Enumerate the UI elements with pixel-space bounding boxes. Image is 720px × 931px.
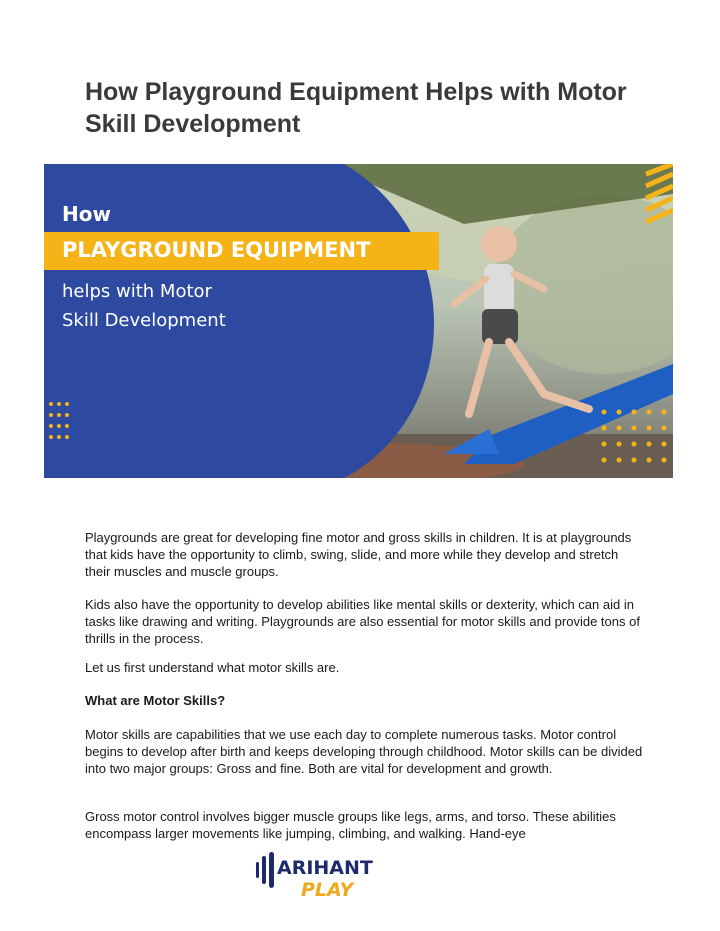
arihant-play-logo xyxy=(255,848,385,910)
paragraph-lead-in: Let us first understand what motor skills are. xyxy=(85,660,340,675)
hero-subline-2: Skill Development xyxy=(62,310,226,331)
logo-wordmark: ARIHANT xyxy=(277,857,373,879)
hero-subline-1: helps with Motor xyxy=(62,281,212,302)
paragraph-gross-motor: Gross motor control involves bigger muscle groups like legs, arms, and torso. These abilities encompass larger movements like jumping, climbing, and walking. Hand-eye xyxy=(85,809,616,841)
section-heading-text: What are Motor Skills? xyxy=(85,693,226,708)
hero-heading-how: How xyxy=(62,202,111,226)
paragraph-motor-skills: Motor skills are capabilities that we use each day to complete numerous tasks. Motor control begins to develop after birth and keeps developing through childhood. Motor skills can be divided into two major groups: Gross and fine. Both are vital for development and growth. xyxy=(85,727,643,776)
hero-banner-text: PLAYGROUND EQUIPMENT xyxy=(62,238,371,262)
arihant-logo-mark-icon xyxy=(255,852,277,888)
paragraph-abilities: Kids also have the opportunity to develop abilities like mental skills or dexterity, which can aid in tasks like drawing and writing. Playgrounds are also essential for motor skills and provide tons of thrills in the process. xyxy=(85,597,640,646)
logo-play-text: PLAY xyxy=(301,879,354,901)
document-title: How Playground Equipment Helps with Motor Skill Development xyxy=(85,78,627,138)
hero-image xyxy=(44,164,673,478)
paragraph-intro: Playgrounds are great for developing fine motor and gross skills in children. It is at playgrounds that kids have the opportunity to climb, swing, slide, and more while they develop and stretch their muscles and muscle groups. xyxy=(85,530,632,579)
section-heading xyxy=(85,692,645,709)
